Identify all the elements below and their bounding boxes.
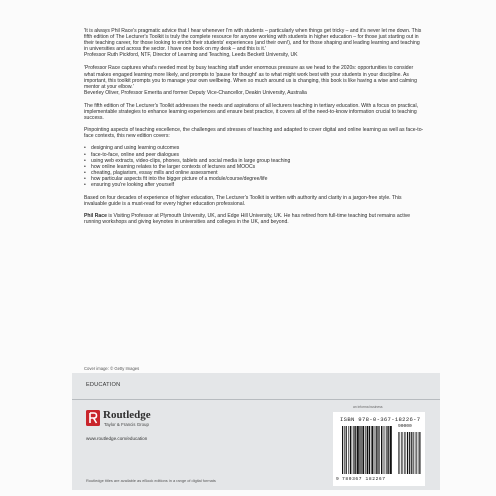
endorsement-quote-2 xyxy=(84,65,424,95)
quote-text: 'Professor Race captures what's needed most by busy teaching staff under enormous pressure as we head to the 2020s: opportunities to consider what makes engaged learning more likely, and prompts to 'pause for thought' as to what might work best with your students in your discipline. As important, this toolkit prompts you to manage your own wellbeing. When so much around us is changing, this book is like having a wise and calming mentor at your elbow.' xyxy=(84,65,417,90)
topics-intro: Pinpointing aspects of teaching excellence, the challenges and stresses of teaching and adapted to cover digital and online learning as well as face-to-face contexts, this new edition covers: xyxy=(84,127,424,140)
barcode-addon: 90000 xyxy=(398,424,412,429)
divider xyxy=(72,399,440,400)
cover-credit: Cover image: © Getty Images xyxy=(84,366,140,371)
topic-item: • how online learning relates to the larger contexts of lectures and MOOCs xyxy=(84,164,424,170)
subject-category: EDUCATION xyxy=(86,382,121,388)
blurb-content xyxy=(84,28,424,231)
publisher-subtitle: Taylor & Francis Group xyxy=(104,422,149,427)
topic-item: • using web extracts, video-clips, phones, tablets and social media in large group teaching xyxy=(84,158,424,164)
author-bio-text: is Visiting Professor at Plymouth University, UK, and Edge Hill University, UK. He has retired from full-time teaching but remains active running workshops and giving keynotes in universities and colleges in the UK, and beyond. xyxy=(84,213,411,226)
topic-item: • ensuring you're looking after yourself xyxy=(84,182,424,188)
quote-attribution: Beverley Oliver, Professor Emerita and former Deputy Vice-Chancellor, Deakin University, Australia xyxy=(84,89,307,96)
publisher-website[interactable]: www.routledge.com/education xyxy=(86,436,148,441)
topic-item: • cheating, plagiarism, essay mills and online assessment xyxy=(84,170,424,176)
intro-paragraph: The fifth edition of The Lecturer's Toolkit addresses the needs and aspirations of all lecturers teaching in tertiary education. With a focus on practical, implementable strategies to enhance learning experiences and ensure best practice, it covers all of the need-to-know information crucial to teaching success. xyxy=(84,102,419,122)
quote-attribution: Professor Ruth Pickford, NTF, Director of Learning and Teaching, Leeds Beckett University, UK xyxy=(84,52,298,59)
isbn-number: ISBN 978-0-367-18226-7 xyxy=(340,416,421,423)
barcode-first-digit: 9 xyxy=(336,477,339,482)
summary-paragraph: Based on four decades of experience of higher education, The Lecturer's Toolkit is written with authority and clarity in a jargon-free style. This invaluable guide is a must-read for every higher education professional. xyxy=(84,195,402,208)
topics-list xyxy=(84,145,424,188)
topic-item: • face-to-face, online and peer dialogues xyxy=(84,152,424,158)
endorsement-quote-1 xyxy=(84,28,424,58)
routledge-logo xyxy=(86,408,206,448)
author-bio xyxy=(84,213,424,225)
informa-tag: an informa business xyxy=(353,405,383,409)
barcode-digits: 780367 182267 xyxy=(342,477,386,482)
routledge-logo-icon xyxy=(86,410,100,426)
ebook-footnote: Routledge titles are available as eBook editions in a range of digital formats xyxy=(86,478,216,483)
publisher-name: Routledge xyxy=(103,409,151,421)
topic-item: • how particular aspects fit into the bigger picture of a module/course/degree/life xyxy=(84,176,424,182)
topic-item: • designing and using learning outcomes xyxy=(84,145,424,151)
quote-text: 'It is always Phil Race's pragmatic advice that I hear whenever I'm with students – particularly when things get tricky – and it's never let me down. This fifth edition of The Lecturer's Toolkit is truly the complete resource for anyone working with students in higher education – for those just starting out in their teaching career, for those looking to enrich their students' experiences (and their own!), and for those shaping and leading learning and teaching in universities and across the sector. I have one book on my desk – and this is it.' xyxy=(84,28,422,53)
barcode-icon xyxy=(340,424,422,476)
author-name: Phil Race xyxy=(84,213,107,220)
